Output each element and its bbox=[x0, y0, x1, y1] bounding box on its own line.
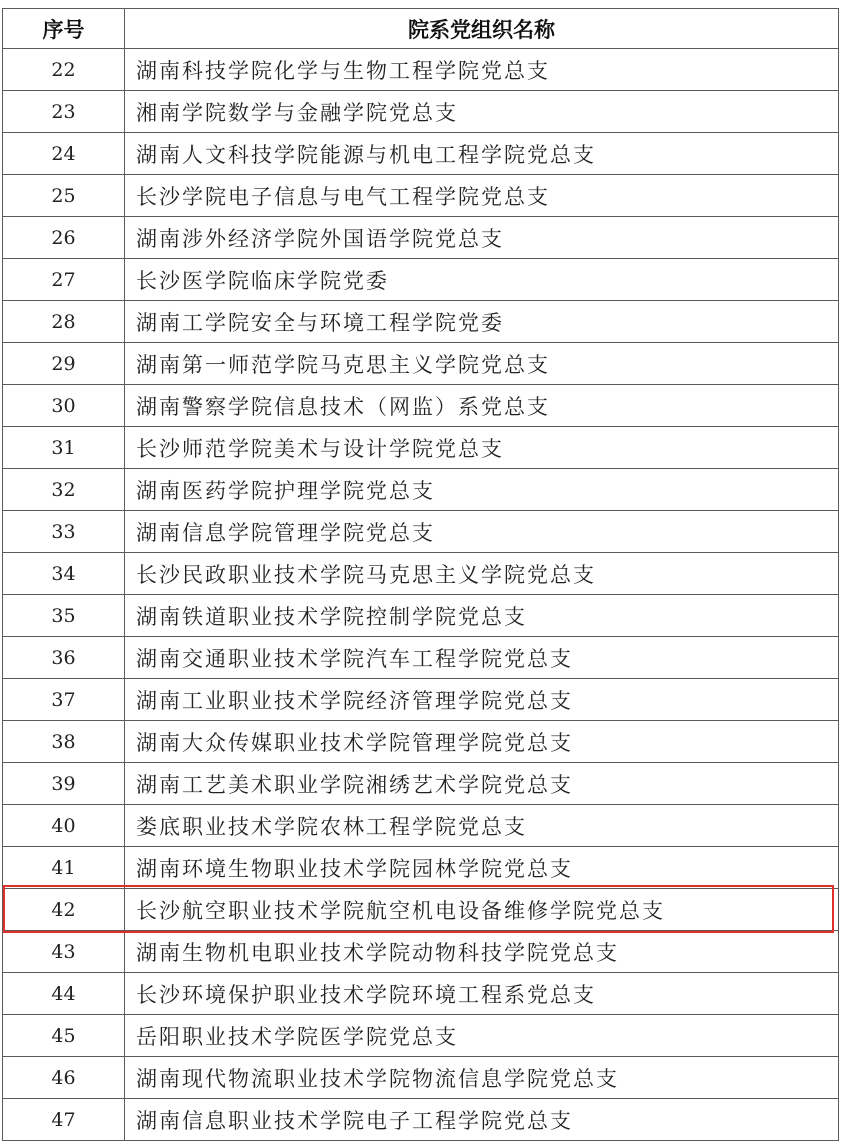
table-row bbox=[3, 889, 839, 931]
row-organization-name: 湖南工业职业技术学院经济管理学院党总支 bbox=[125, 679, 839, 721]
row-organization-name: 湖南第一师范学院马克思主义学院党总支 bbox=[125, 343, 839, 385]
table-row bbox=[3, 847, 839, 889]
row-organization-name: 长沙环境保护职业技术学院环境工程系党总支 bbox=[125, 973, 839, 1015]
row-index: 32 bbox=[3, 469, 125, 511]
row-organization-name: 湖南医药学院护理学院党总支 bbox=[125, 469, 839, 511]
row-index: 26 bbox=[3, 217, 125, 259]
table-row bbox=[3, 1057, 839, 1099]
row-index: 29 bbox=[3, 343, 125, 385]
row-index: 23 bbox=[3, 91, 125, 133]
table-row bbox=[3, 553, 839, 595]
row-organization-name: 长沙学院电子信息与电气工程学院党总支 bbox=[125, 175, 839, 217]
table-row bbox=[3, 49, 839, 91]
header-index: 序号 bbox=[3, 9, 125, 49]
table-row bbox=[3, 721, 839, 763]
row-organization-name: 岳阳职业技术学院医学院党总支 bbox=[125, 1015, 839, 1057]
row-organization-name: 长沙航空职业技术学院航空机电设备维修学院党总支 bbox=[125, 889, 839, 931]
row-organization-name: 湖南工学院安全与环境工程学院党委 bbox=[125, 301, 839, 343]
row-index: 37 bbox=[3, 679, 125, 721]
row-index: 30 bbox=[3, 385, 125, 427]
row-organization-name: 湖南大众传媒职业技术学院管理学院党总支 bbox=[125, 721, 839, 763]
row-organization-name: 长沙民政职业技术学院马克思主义学院党总支 bbox=[125, 553, 839, 595]
table-body bbox=[3, 49, 839, 1141]
row-organization-name: 湖南生物机电职业技术学院动物科技学院党总支 bbox=[125, 931, 839, 973]
table-row bbox=[3, 217, 839, 259]
row-organization-name: 湖南信息职业技术学院电子工程学院党总支 bbox=[125, 1099, 839, 1141]
row-organization-name: 湖南科技学院化学与生物工程学院党总支 bbox=[125, 49, 839, 91]
row-index: 39 bbox=[3, 763, 125, 805]
row-index: 27 bbox=[3, 259, 125, 301]
row-index: 41 bbox=[3, 847, 125, 889]
row-organization-name: 湖南工艺美术职业学院湘绣艺术学院党总支 bbox=[125, 763, 839, 805]
row-index: 28 bbox=[3, 301, 125, 343]
row-index: 33 bbox=[3, 511, 125, 553]
table-row bbox=[3, 1015, 839, 1057]
table-row bbox=[3, 931, 839, 973]
table-header-row bbox=[3, 9, 839, 49]
row-index: 46 bbox=[3, 1057, 125, 1099]
row-index: 22 bbox=[3, 49, 125, 91]
row-index: 40 bbox=[3, 805, 125, 847]
table-row bbox=[3, 301, 839, 343]
row-index: 24 bbox=[3, 133, 125, 175]
row-index: 38 bbox=[3, 721, 125, 763]
table-row bbox=[3, 469, 839, 511]
row-index: 47 bbox=[3, 1099, 125, 1141]
row-index: 42 bbox=[3, 889, 125, 931]
table-row bbox=[3, 259, 839, 301]
table-row bbox=[3, 385, 839, 427]
row-organization-name: 湖南涉外经济学院外国语学院党总支 bbox=[125, 217, 839, 259]
header-name: 院系党组织名称 bbox=[125, 9, 839, 49]
table-row bbox=[3, 511, 839, 553]
row-index: 35 bbox=[3, 595, 125, 637]
table-row bbox=[3, 679, 839, 721]
table-row bbox=[3, 175, 839, 217]
row-organization-name: 湖南信息学院管理学院党总支 bbox=[125, 511, 839, 553]
row-organization-name: 湖南铁道职业技术学院控制学院党总支 bbox=[125, 595, 839, 637]
table-row bbox=[3, 133, 839, 175]
row-organization-name: 湖南现代物流职业技术学院物流信息学院党总支 bbox=[125, 1057, 839, 1099]
row-organization-name: 长沙医学院临床学院党委 bbox=[125, 259, 839, 301]
row-organization-name: 湖南交通职业技术学院汽车工程学院党总支 bbox=[125, 637, 839, 679]
table-row bbox=[3, 805, 839, 847]
row-index: 36 bbox=[3, 637, 125, 679]
row-index: 25 bbox=[3, 175, 125, 217]
row-organization-name: 长沙师范学院美术与设计学院党总支 bbox=[125, 427, 839, 469]
row-index: 43 bbox=[3, 931, 125, 973]
table-row bbox=[3, 973, 839, 1015]
table-row bbox=[3, 595, 839, 637]
row-organization-name: 湘南学院数学与金融学院党总支 bbox=[125, 91, 839, 133]
row-organization-name: 娄底职业技术学院农林工程学院党总支 bbox=[125, 805, 839, 847]
row-index: 31 bbox=[3, 427, 125, 469]
row-organization-name: 湖南人文科技学院能源与机电工程学院党总支 bbox=[125, 133, 839, 175]
table-row bbox=[3, 427, 839, 469]
table-row bbox=[3, 91, 839, 133]
party-organization-table bbox=[2, 8, 839, 1141]
table-row bbox=[3, 343, 839, 385]
row-organization-name: 湖南警察学院信息技术（网监）系党总支 bbox=[125, 385, 839, 427]
table-row bbox=[3, 1099, 839, 1141]
row-index: 45 bbox=[3, 1015, 125, 1057]
table-row bbox=[3, 637, 839, 679]
table-row bbox=[3, 763, 839, 805]
row-index: 34 bbox=[3, 553, 125, 595]
row-index: 44 bbox=[3, 973, 125, 1015]
row-organization-name: 湖南环境生物职业技术学院园林学院党总支 bbox=[125, 847, 839, 889]
